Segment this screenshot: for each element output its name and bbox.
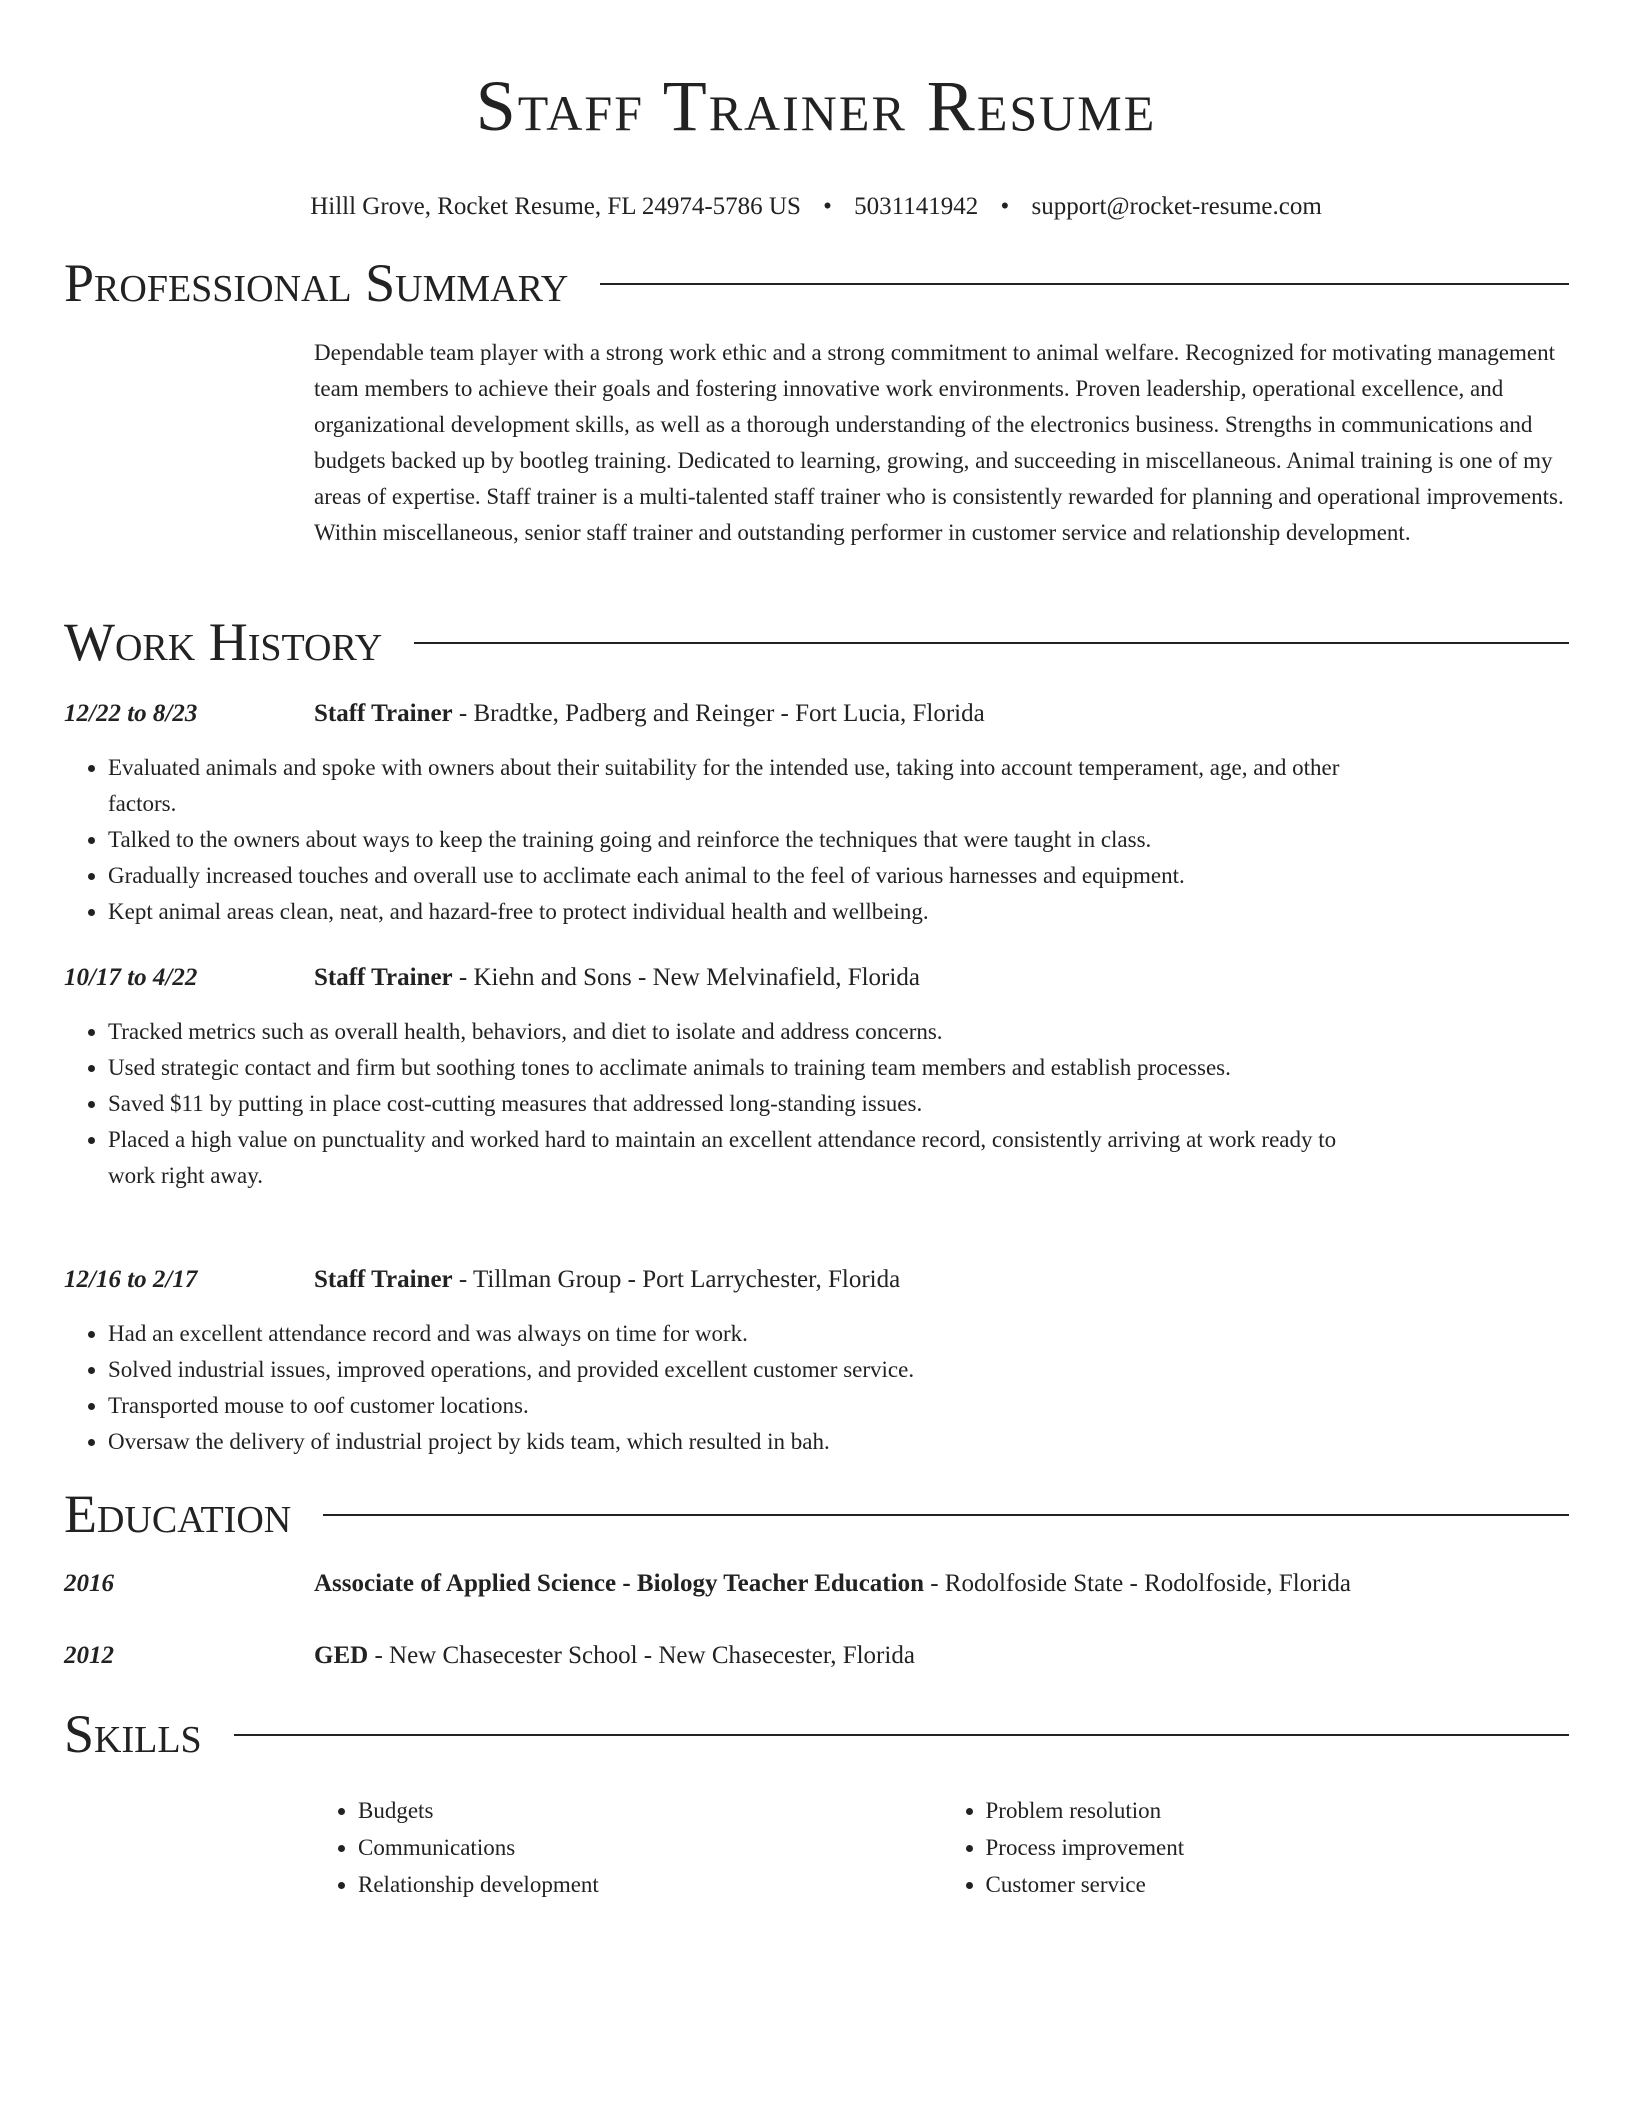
job-title-line <box>314 696 985 732</box>
contact-separator: • <box>823 193 832 220</box>
job-bullets <box>64 1014 1363 1194</box>
section-header <box>64 1484 1569 1544</box>
list-item: • Transported mouse to oof customer locations. <box>108 1388 1363 1424</box>
list-item: • Placed a high value on punctuality and worked hard to maintain an excellent attendance record, consistently arriving at work ready to work right away. <box>108 1122 1363 1194</box>
job-dates: 12/16 to 2/17 <box>64 1266 198 1293</box>
skill-item: • Customer service <box>986 1866 1570 1903</box>
section-title: Skills <box>64 1704 202 1764</box>
job-dates: 10/17 to 4/22 <box>64 964 198 991</box>
section-header <box>64 612 1569 672</box>
list-item: • Saved $11 by putting in place cost-cutting measures that addressed long-standing issues. <box>108 1086 1363 1122</box>
education-title-line <box>314 1638 915 1674</box>
education-degree: Associate of Applied Science - Biology Teacher Education <box>314 1570 924 1597</box>
job-details: - Kiehn and Sons - New Melvinafield, Florida <box>452 964 920 991</box>
list-item: • Oversaw the delivery of industrial project by kids team, which resulted in bah. <box>108 1424 1363 1460</box>
list-item: • Had an excellent attendance record and was always on time for work. <box>108 1316 1363 1352</box>
job-header <box>64 696 1569 732</box>
skill-item: • Relationship development <box>358 1866 942 1903</box>
contact-email: support@rocket-resume.com <box>1031 193 1322 220</box>
section-divider <box>414 642 1569 644</box>
job-entry <box>64 1262 1569 1460</box>
skills-list-right <box>942 1792 1570 1903</box>
job-bullets <box>64 750 1363 930</box>
job-role: Staff Trainer <box>314 1266 453 1293</box>
job-dates: 12/22 to 8/23 <box>64 700 198 727</box>
contact-line <box>0 192 1632 222</box>
list-item: • Used strategic contact and firm but soothing tones to acclimate animals to training team members and establish processes. <box>108 1050 1363 1086</box>
skill-item: • Process improvement <box>986 1829 1570 1866</box>
skills-section <box>64 1704 1569 1903</box>
section-divider <box>234 1734 1569 1736</box>
section-divider <box>323 1514 1569 1516</box>
section-title: Education <box>64 1484 292 1544</box>
job-role: Staff Trainer <box>314 964 453 991</box>
skill-item: • Budgets <box>358 1792 942 1829</box>
resume-title: Staff Trainer Resume <box>475 66 1157 146</box>
skills-grid <box>314 1792 1569 1903</box>
education-degree: GED <box>314 1642 369 1669</box>
contact-phone: 5031141942 <box>854 193 979 220</box>
list-item: • Gradually increased touches and overall use to acclimate each animal to the feel of various harnesses and equipment. <box>108 858 1363 894</box>
list-item: • Evaluated animals and spoke with owners about their suitability for the intended use, taking into account temperament, age, and other factors. <box>108 750 1363 822</box>
job-bullets <box>64 1316 1363 1460</box>
job-details: - Bradtke, Padberg and Reinger - Fort Lucia, Florida <box>452 700 985 727</box>
job-entry <box>64 960 1569 1194</box>
job-title-line <box>314 960 920 996</box>
section-header <box>64 1704 1569 1764</box>
list-item: • Kept animal areas clean, neat, and hazard-free to protect individual health and wellbeing. <box>108 894 1363 930</box>
list-item: • Tracked metrics such as overall health, behaviors, and diet to isolate and address concerns. <box>108 1014 1363 1050</box>
section-title: Work History <box>64 612 383 672</box>
list-item: • Talked to the owners about ways to keep the training going and reinforce the techniques that were taught in class. <box>108 822 1363 858</box>
work-history-section <box>64 612 1569 1454</box>
job-header <box>64 960 1569 996</box>
job-role: Staff Trainer <box>314 700 453 727</box>
summary-text: Dependable team player with a strong work ethic and a strong commitment to animal welfare. Recognized for motivating management team members to achieve their goals and fostering innovative work environments. Proven leadership, operational excellence, and organizational development skills, as well as a thorough understanding of the electronics business. Strengths in communications and budgets backed up by bootleg training. Dedicated to learning, growing, and succeeding in miscellaneous. Animal training is one of my areas of expertise. Staff trainer is a multi-talented staff trainer who is consistently rewarded for planning and operational improvements. Within miscellaneous, senior staff trainer and outstanding performer in customer service and relationship development. <box>314 340 1564 545</box>
job-details: - Tillman Group - Port Larrychester, Florida <box>452 1266 901 1293</box>
job-title-line <box>314 1262 900 1298</box>
education-details: - New Chasecester School - New Chasecester, Florida <box>368 1642 915 1669</box>
summary-section <box>64 253 1569 551</box>
education-section <box>64 1484 1569 1669</box>
education-details: - Rodolfoside State - Rodolfoside, Florida <box>923 1570 1352 1597</box>
skill-item: • Communications <box>358 1829 942 1866</box>
contact-separator: • <box>1000 193 1010 220</box>
contact-address: Hilll Grove, Rocket Resume, FL 24974-5786 US <box>310 193 801 220</box>
section-divider <box>600 283 1569 285</box>
education-title-line <box>314 1566 1351 1602</box>
section-header <box>64 253 1569 313</box>
list-item: • Solved industrial issues, improved operations, and provided excellent customer service. <box>108 1352 1363 1388</box>
skill-item: • Problem resolution <box>986 1792 1570 1829</box>
skills-list-left <box>314 1792 942 1903</box>
education-year: 2012 <box>64 1642 114 1669</box>
education-entry <box>64 1638 1569 1674</box>
education-year: 2016 <box>64 1570 114 1597</box>
education-entry <box>64 1566 1569 1602</box>
job-entry <box>64 696 1569 930</box>
job-header <box>64 1262 1569 1298</box>
section-title: Professional Summary <box>64 253 569 313</box>
